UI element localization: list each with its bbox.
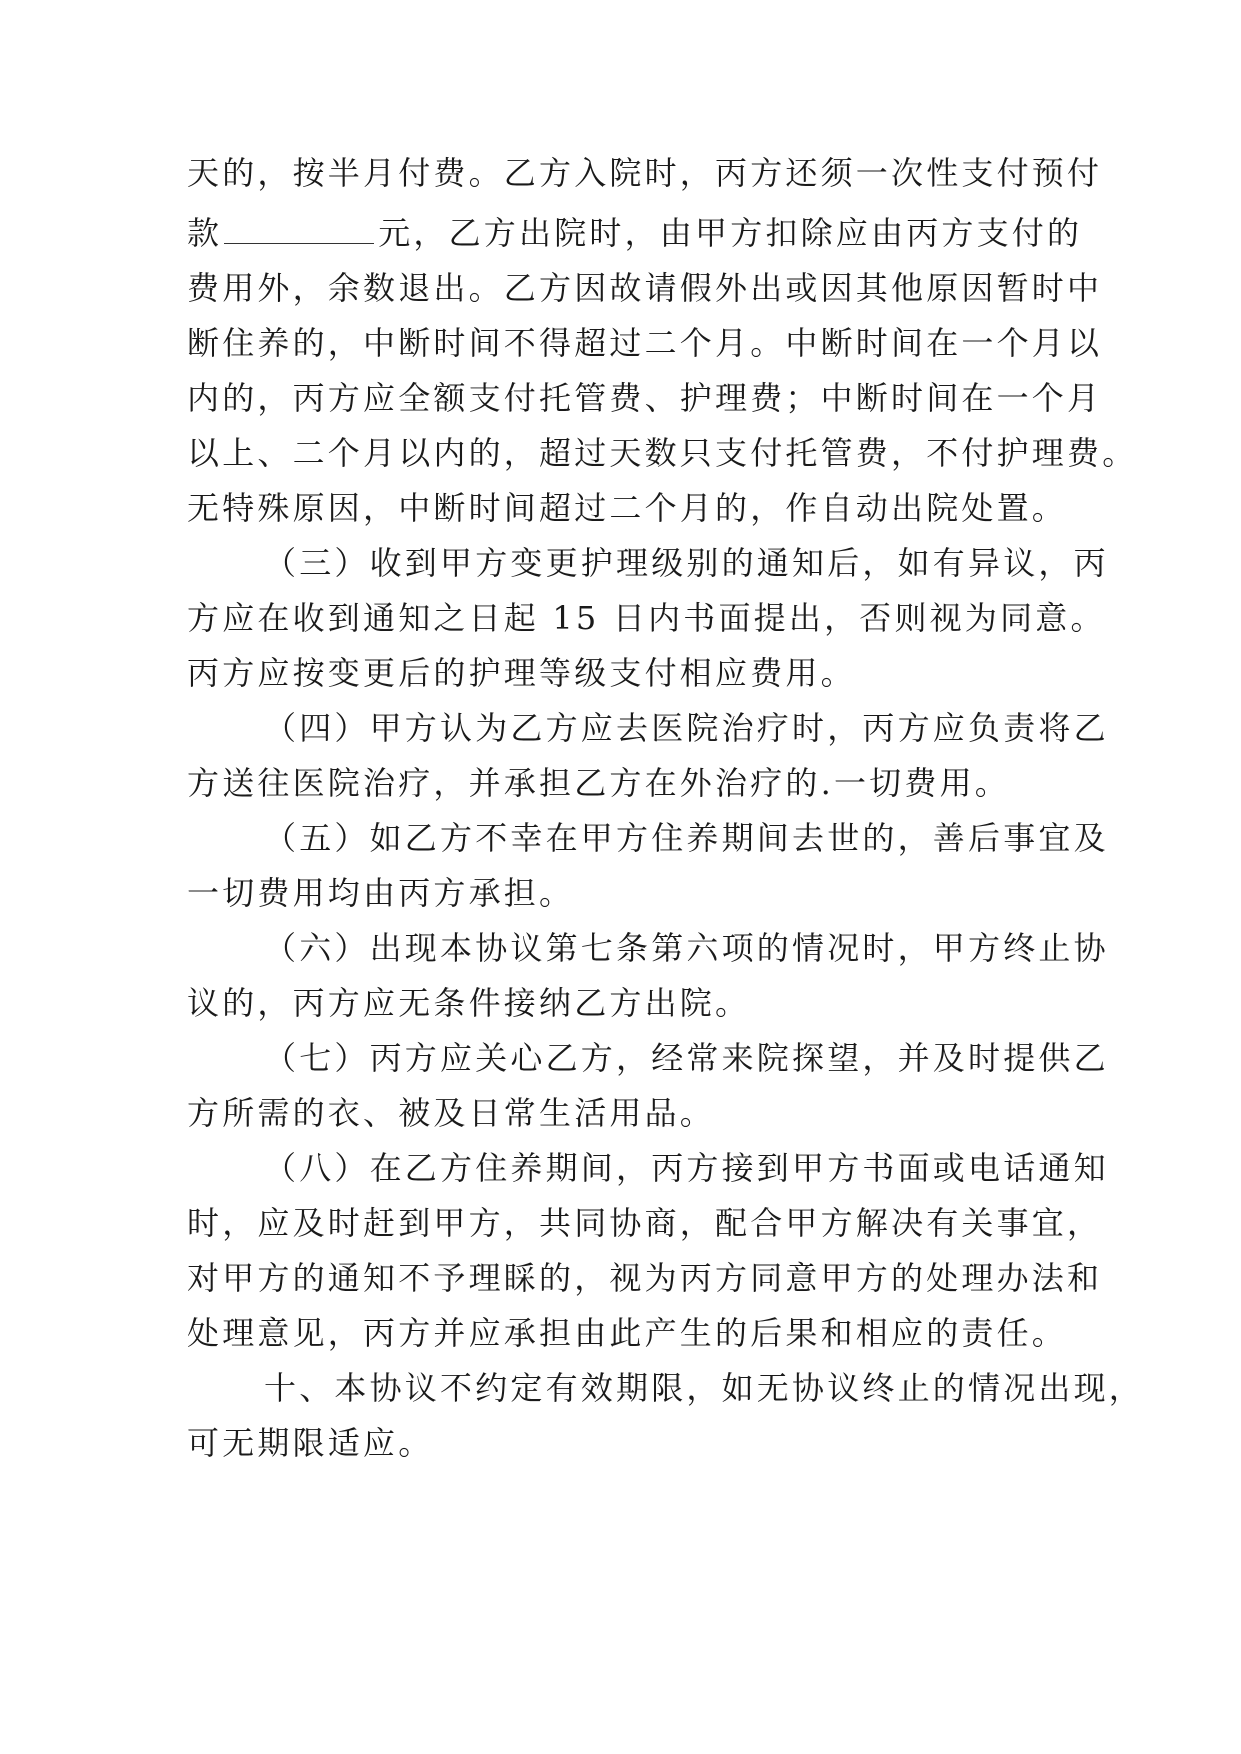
paragraph-line-with-blank bbox=[187, 213, 1083, 253]
paragraph-line: 以上、二个月以内的，超过天数只支付托管费，不付护理费。 bbox=[187, 434, 1138, 472]
blank-prefix: 款 bbox=[187, 214, 223, 252]
paragraph-line: 内的，丙方应全额支付托管费、护理费；中断时间在一个月 bbox=[187, 379, 1103, 417]
paragraph-line: 方应在收到通知之日起 15 日内书面提出，否则视为同意。 bbox=[187, 599, 1106, 637]
fill-in-blank bbox=[224, 215, 374, 244]
paragraph-line: 方送往医院治疗，并承担乙方在外治疗的.一切费用。 bbox=[187, 764, 1010, 802]
clause-5-line: （五）如乙方不幸在甲方住养期间去世的，善后事宜及 bbox=[264, 819, 1109, 857]
paragraph-line: 天的，按半月付费。乙方入院时，丙方还须一次性支付预付 bbox=[187, 154, 1103, 192]
clause-6-line: （六）出现本协议第七条第六项的情况时，甲方终止协 bbox=[264, 929, 1109, 967]
article-10-line: 十、本协议不约定有效期限，如无协议终止的情况出现， bbox=[264, 1369, 1145, 1407]
paragraph-line: 一切费用均由丙方承担。 bbox=[187, 874, 575, 912]
paragraph-line: 对甲方的通知不予理睬的，视为丙方同意甲方的处理办法和 bbox=[187, 1259, 1103, 1297]
clause-8-line: （八）在乙方住养期间，丙方接到甲方书面或电话通知 bbox=[264, 1149, 1109, 1187]
paragraph-line: 丙方应按变更后的护理等级支付相应费用。 bbox=[187, 654, 856, 692]
clause-7-line: （七）丙方应关心乙方，经常来院探望，并及时提供乙 bbox=[264, 1039, 1109, 1077]
paragraph-line: 可无期限适应。 bbox=[187, 1424, 434, 1462]
paragraph-line: 时，应及时赶到甲方，共同协商，配合甲方解决有关事宜， bbox=[187, 1204, 1103, 1242]
blank-suffix: 元，乙方出院时，由甲方扣除应由丙方支付的 bbox=[378, 214, 1083, 252]
paragraph-line: 方所需的衣、被及日常生活用品。 bbox=[187, 1094, 716, 1132]
paragraph-line: 费用外，余数退出。乙方因故请假外出或因其他原因暂时中 bbox=[187, 269, 1103, 307]
clause-3-line: （三）收到甲方变更护理级别的通知后，如有异议，丙 bbox=[264, 544, 1109, 582]
paragraph-line: 断住养的，中断时间不得超过二个月。中断时间在一个月以 bbox=[187, 324, 1103, 362]
paragraph-line: 议的，丙方应无条件接纳乙方出院。 bbox=[187, 984, 751, 1022]
paragraph-line: 处理意见，丙方并应承担由此产生的后果和相应的责任。 bbox=[187, 1314, 1068, 1352]
clause-4-line: （四）甲方认为乙方应去医院治疗时，丙方应负责将乙 bbox=[264, 709, 1109, 747]
paragraph-line: 无特殊原因，中断时间超过二个月的，作自动出院处置。 bbox=[187, 489, 1068, 527]
